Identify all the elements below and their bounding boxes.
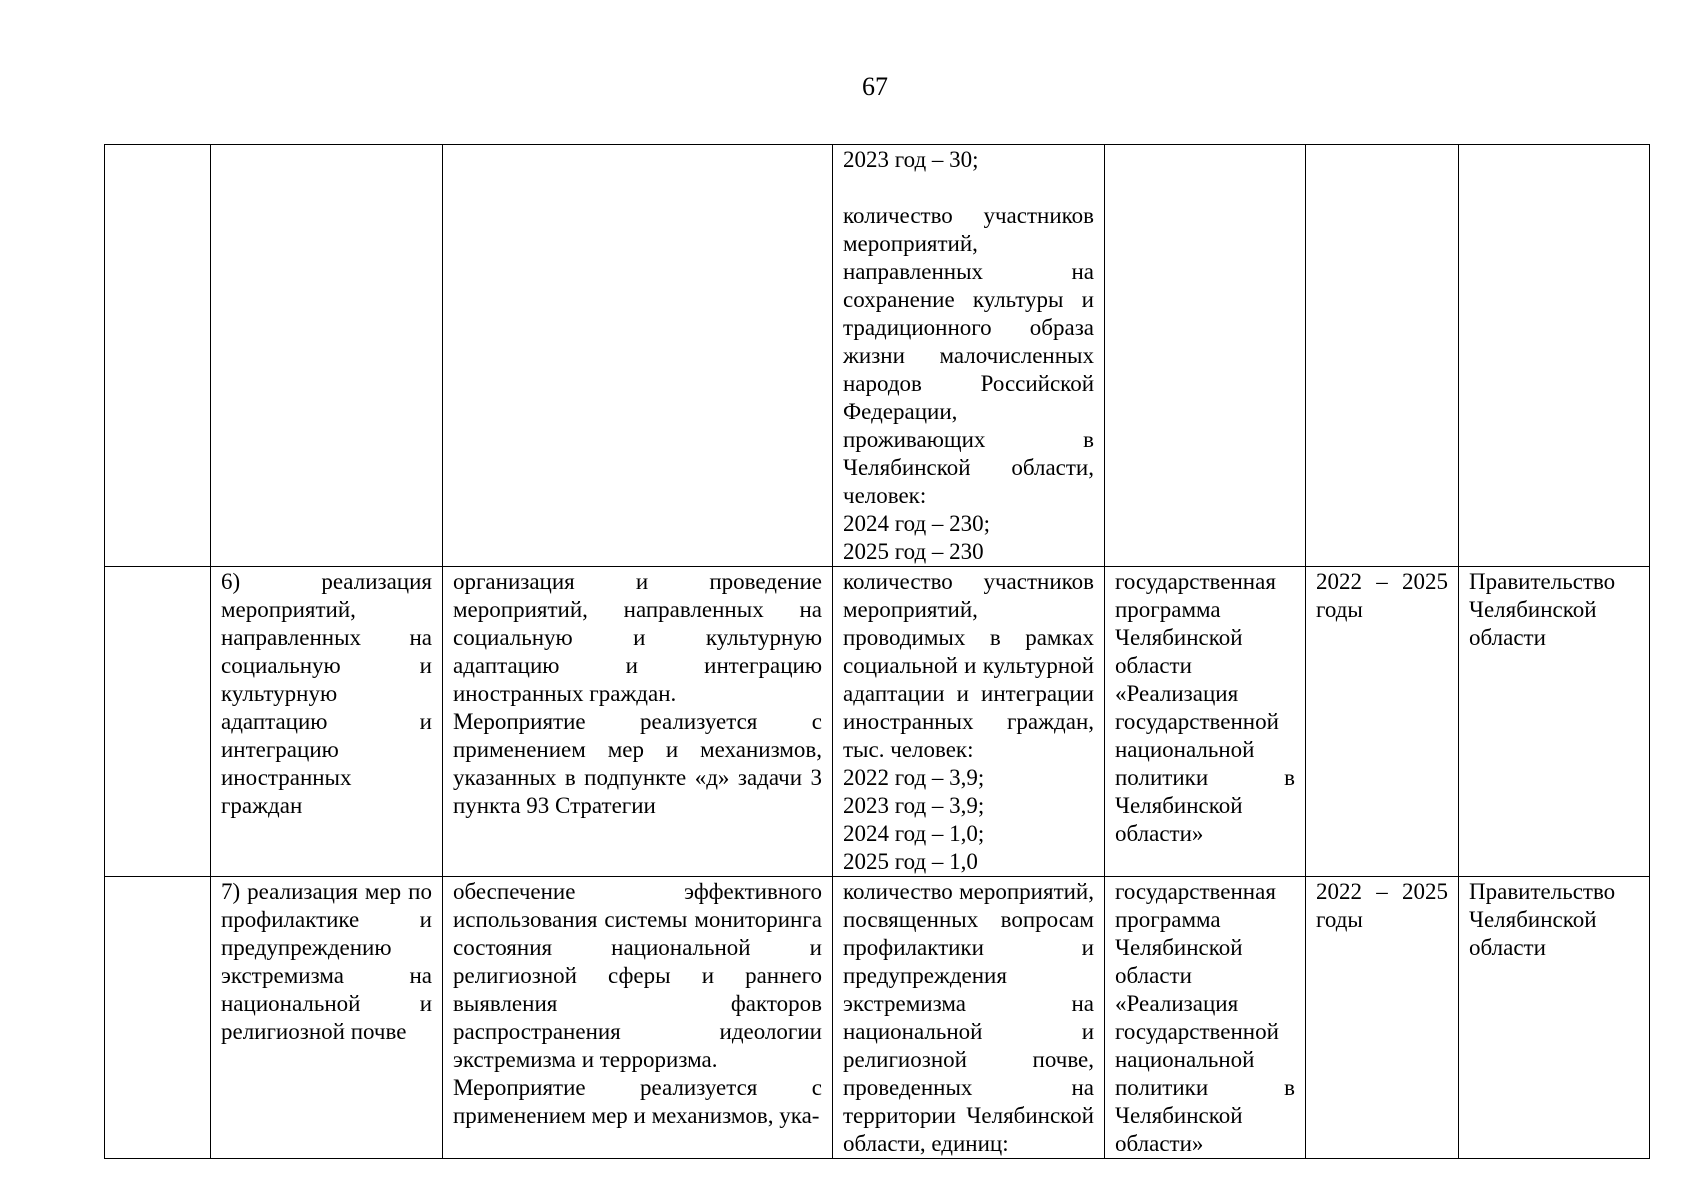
executor-text: Правительство Челябинской области	[1469, 879, 1616, 960]
indicator-line: 2024 год – 230;	[843, 511, 991, 536]
cell-task	[211, 877, 443, 1159]
cell-period	[1306, 567, 1459, 877]
cell-indicators	[833, 567, 1105, 877]
indicator-spacer	[843, 174, 1094, 202]
indicator-line: количество мероприятий, посвященных вопросам профилактики и предупреждения экстремизма на национальной и религиозной почве, проведенных на территории Челябинской области, единиц:	[843, 879, 1094, 1156]
cell-program	[1105, 877, 1306, 1159]
measures-table	[104, 144, 1650, 1159]
indicator-line: количество участников мероприятий, проводимых в рамках социальной и культурной адаптации и интеграции иностранных граждан, тыс. человек:	[843, 569, 1094, 762]
cell-program	[1105, 567, 1306, 877]
cell-program	[1105, 145, 1306, 567]
page-number: 67	[862, 72, 888, 101]
indicator-line: 2022 год – 3,9;	[843, 765, 985, 790]
program-text: государственная программа Челябинской области «Реализация государственной национальной политики в Челябинской области»	[1115, 569, 1295, 846]
program-text: государственная программа Челябинской области «Реализация государственной национальной политики в Челябинской области»	[1115, 879, 1295, 1156]
table-row	[105, 145, 1650, 567]
table-row	[105, 567, 1650, 877]
cell-task	[211, 145, 443, 567]
indicator-line: 2023 год – 3,9;	[843, 793, 985, 818]
cell-executor	[1459, 877, 1650, 1159]
cell-number	[105, 567, 211, 877]
cell-measures	[443, 145, 833, 567]
measure-paragraph: Мероприятие реализуется с применением мер и механизмов, указанных в подпункте «д» задачи 3 пункта 93 Стратегии	[453, 709, 822, 818]
cell-task	[211, 567, 443, 877]
measure-paragraph: обеспечение эффективного использования системы мониторинга состояния национальной и религиозной сферы и раннего выявления факторов распространения идеологии экстремизма и терроризма.	[453, 879, 822, 1072]
indicator-line: 2025 год – 1,0	[843, 849, 978, 874]
period-text: 2022 – 2025 годы	[1316, 879, 1448, 932]
cell-indicators	[833, 877, 1105, 1159]
task-text: 6) реализация мероприятий, направленных на социальную и культурную адаптацию и интеграцию иностранных граждан	[221, 569, 432, 818]
cell-number	[105, 877, 211, 1159]
cell-executor	[1459, 145, 1650, 567]
cell-measures	[443, 877, 833, 1159]
indicator-line: 2025 год – 230	[843, 539, 984, 564]
period-text: 2022 – 2025 годы	[1316, 569, 1448, 622]
cell-period	[1306, 877, 1459, 1159]
measure-paragraph: организация и проведение мероприятий, направленных на социальную и культурную адаптацию и интеграцию иностранных граждан.	[453, 569, 822, 706]
cell-period	[1306, 145, 1459, 567]
executor-text: Правительство Челябинской области	[1469, 569, 1616, 650]
cell-indicators	[833, 145, 1105, 567]
indicator-line: 2023 год – 30;	[843, 147, 979, 172]
table-row	[105, 877, 1650, 1159]
cell-executor	[1459, 567, 1650, 877]
task-text: 7) реализация мер по профилактике и предупреждению экстремизма на национальной и религиозной почве	[221, 879, 432, 1044]
indicator-line: 2024 год – 1,0;	[843, 821, 985, 846]
indicator-line: количество участников мероприятий, направленных на сохранение культуры и традиционного образа жизни малочисленных народов Российской Федерации, проживающих в Челябинской области, человек:	[843, 203, 1094, 508]
measure-paragraph: Мероприятие реализуется с применением мер и механизмов, ука-	[453, 1075, 822, 1128]
cell-measures	[443, 567, 833, 877]
cell-number	[105, 145, 211, 567]
